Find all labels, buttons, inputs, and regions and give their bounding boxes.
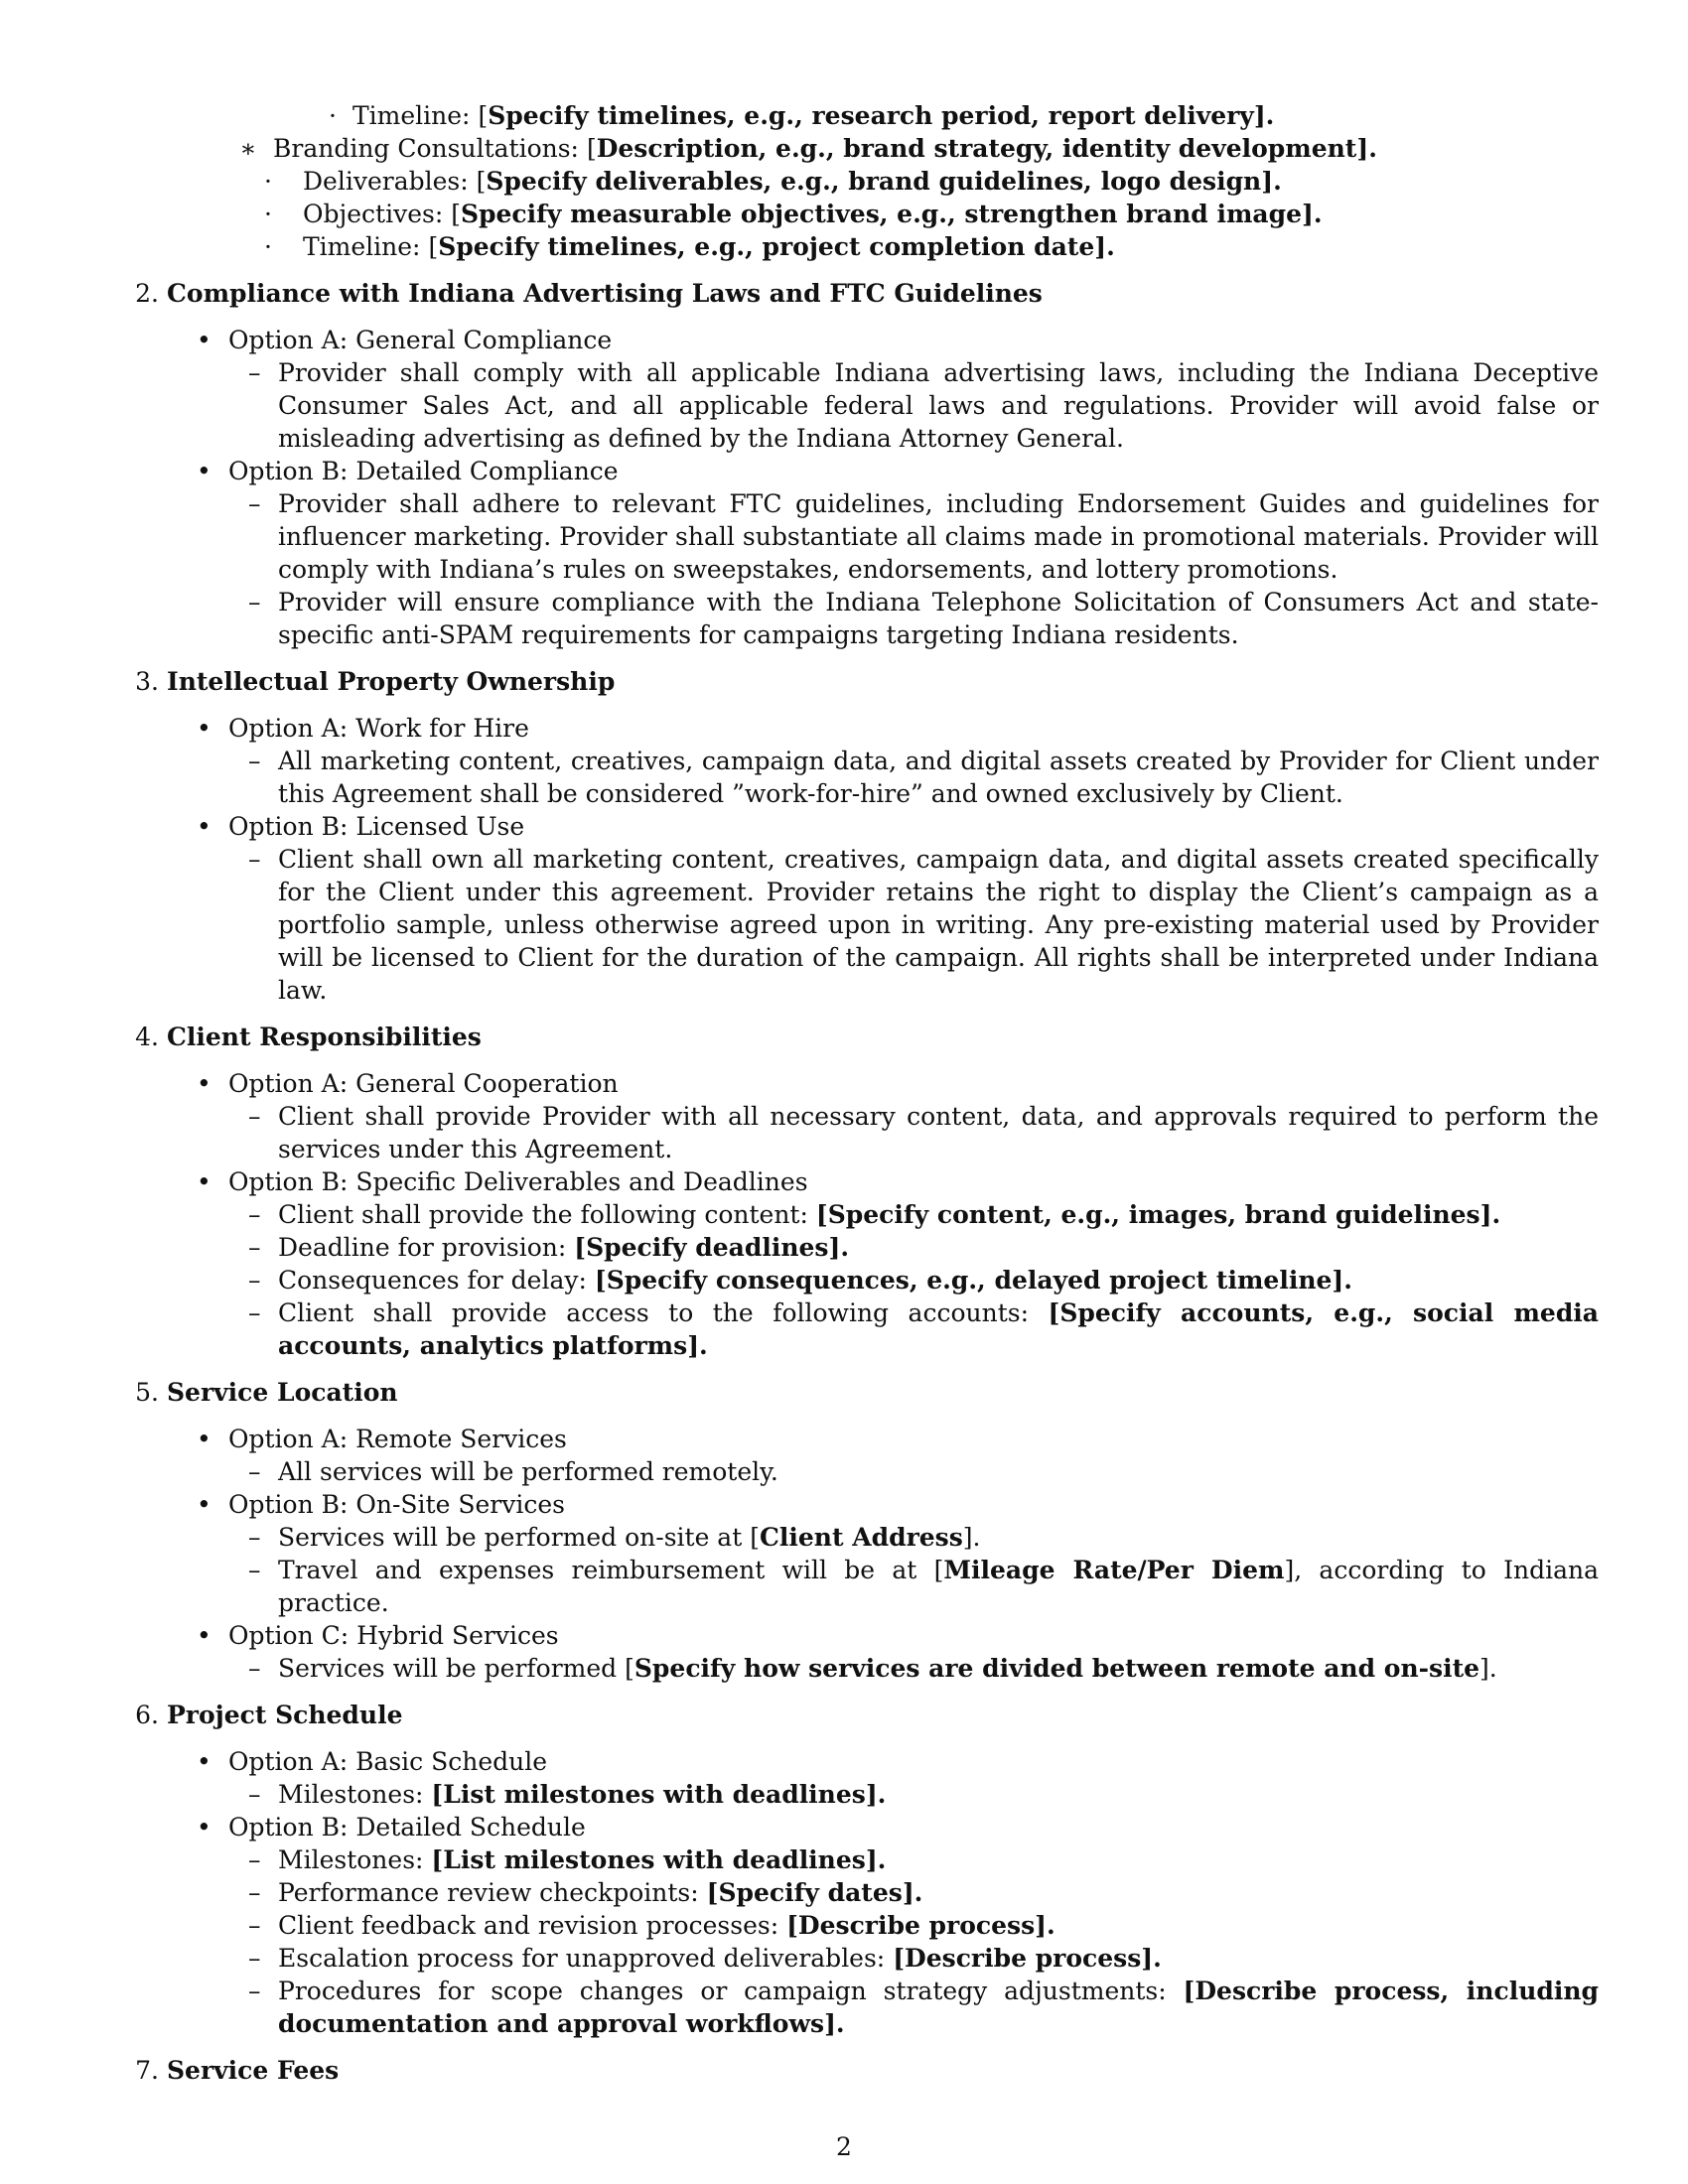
- option-item: [129, 455, 1599, 487]
- option-item: [129, 324, 1599, 356]
- clause-body: Client shall provide the following content:: [278, 1200, 816, 1229]
- option-label: Option A: Remote Services: [228, 1425, 567, 1453]
- bracket-close: ].: [1035, 1911, 1055, 1940]
- option-label: Option B: Detailed Compliance: [228, 457, 619, 485]
- placeholder-text: Specify accounts, e.g., social media accounts, analytics platforms: [278, 1298, 1599, 1360]
- section-title: Compliance with Indiana Advertising Laws and FTC Guidelines: [167, 279, 1043, 308]
- dash-marker: –: [248, 747, 261, 775]
- bracket-close: ].: [1261, 167, 1282, 196]
- option-label: Option A: Work for Hire: [228, 714, 529, 743]
- placeholder-text: Specify timelines, e.g., research period, report delivery: [488, 101, 1254, 130]
- dash-marker: –: [248, 1266, 261, 1295]
- bracket-open: [: [478, 101, 489, 130]
- dash-marker: –: [248, 1523, 261, 1552]
- option-label: Option A: Basic Schedule: [228, 1747, 548, 1776]
- placeholder-text: Describe process: [797, 1911, 1036, 1940]
- clause-body: Services will be performed on-site at: [278, 1523, 751, 1552]
- option-item: [129, 810, 1599, 843]
- clause-body: Milestones:: [278, 1845, 432, 1874]
- clause-body: Travel and expenses reimbursement will be at: [278, 1556, 934, 1584]
- option-label: Option C: Hybrid Services: [228, 1621, 559, 1650]
- section-heading: [129, 1021, 1599, 1053]
- section-title: Service Location: [167, 1378, 398, 1407]
- bracket-open: [: [1048, 1298, 1060, 1327]
- bracket-close: ].: [1094, 232, 1115, 261]
- clause-text: [129, 487, 1599, 586]
- placeholder-text: Specify content, e.g., images, brand guidelines: [827, 1200, 1480, 1229]
- dash-marker: –: [248, 588, 261, 616]
- bullet-marker: •: [197, 1747, 211, 1776]
- bracket-open: [: [893, 1944, 906, 1973]
- clause-text: [129, 745, 1599, 810]
- bullet-marker: •: [197, 457, 211, 485]
- placeholder-text: Specify how services are divided between remote and on-site: [633, 1654, 1480, 1683]
- dash-marker: –: [248, 358, 261, 387]
- bullet-marker: •: [197, 812, 211, 841]
- bracket-close: ].: [1253, 101, 1275, 130]
- list-item: [129, 198, 1599, 230]
- bracket-close: ].: [1141, 1944, 1162, 1973]
- dash-marker: –: [248, 1944, 261, 1973]
- section-heading: [129, 1699, 1599, 1731]
- bracket-open: [: [594, 1266, 607, 1295]
- bracket-open: [: [786, 1911, 798, 1940]
- clause-text: [129, 356, 1599, 455]
- dash-marker: –: [248, 1878, 261, 1907]
- clause-text: [129, 586, 1599, 651]
- document-body: [129, 99, 1599, 2087]
- dash-marker: –: [248, 1911, 261, 1940]
- placeholder-text: Describe process: [905, 1944, 1142, 1973]
- bracket-close: ].: [865, 1780, 887, 1809]
- clause-text: [129, 1231, 1599, 1264]
- clause-text: [129, 1100, 1599, 1165]
- placeholder-text: Describe process, including documentation and approval workflows: [278, 1977, 1600, 2038]
- bullet-marker: •: [197, 1069, 211, 1098]
- clause-text: [129, 1521, 1599, 1554]
- section-heading: [129, 665, 1599, 698]
- bullet-marker: ·: [264, 200, 272, 228]
- clause-body: Provider shall adhere to relevant FTC guidelines, including Endorsement Guides and guidelines for influencer marketing. Provider shall substantiate all claims made in promotional materials. Provider will comply with Indiana’s rules on sweepstakes, endorsements, and lottery promotions.: [278, 489, 1599, 584]
- clause-body: Provider will ensure compliance with the Indiana Telephone Solicitation of Consumers Act and state-specific anti-SPAM requirements for campaigns targeting Indiana residents.: [278, 588, 1599, 649]
- placeholder-text: List milestones with deadlines: [443, 1780, 866, 1809]
- option-item: [129, 1488, 1599, 1521]
- option-label: Option B: Licensed Use: [228, 812, 525, 841]
- clause-body: All marketing content, creatives, campaign data, and digital assets created by Provider for Client under this Agreement shall be considered ”work-for-hire” and owned exclusively by Client.: [278, 747, 1599, 808]
- clause-body: Escalation process for unapproved deliverables:: [278, 1944, 894, 1973]
- clause-body: Procedures for scope changes or campaign strategy adjustments:: [278, 1977, 1184, 2005]
- dash-marker: –: [248, 1457, 261, 1486]
- section-title: Client Responsibilities: [167, 1023, 482, 1051]
- list-item: [129, 132, 1599, 165]
- placeholder-text: Specify consequences, e.g., delayed project timeline: [606, 1266, 1333, 1295]
- clause-tail: ].: [1479, 1654, 1497, 1683]
- bracket-open: [: [451, 200, 461, 228]
- section-number: 3.: [135, 667, 159, 696]
- bracket-close: ].: [865, 1845, 887, 1874]
- clause-body: Client shall provide Provider with all necessary content, data, and approvals required to perform the services under this Agreement.: [278, 1102, 1599, 1163]
- clause-text: [129, 1652, 1599, 1685]
- clause-text: [129, 1554, 1599, 1619]
- clause-text: [129, 1778, 1599, 1811]
- dash-marker: –: [248, 489, 261, 518]
- option-item: [129, 1811, 1599, 1843]
- list-item: [129, 165, 1599, 198]
- clause-body: Client shall own all marketing content, creatives, campaign data, and digital assets created specifically for the Client under this agreement. Provider retains the right to display the Client’s campaign as a portfolio sample, unless otherwise agreed upon in writing. Any pre-existing material used by Provider will be licensed to Client for the duration of the campaign. All rights shall be interpreted under Indiana law.: [278, 845, 1599, 1005]
- bracket-open: [: [574, 1233, 587, 1262]
- clause-body: All services will be performed remotely.: [278, 1457, 778, 1486]
- section-number: 7.: [135, 2056, 159, 2085]
- clause-text: [129, 1942, 1599, 1975]
- option-label: Option A: General Cooperation: [228, 1069, 619, 1098]
- placeholder-text: Description, e.g., brand strategy, identity development: [596, 134, 1357, 163]
- dash-marker: –: [248, 1977, 261, 2005]
- bullet-marker: ·: [264, 232, 272, 261]
- dash-marker: –: [248, 845, 261, 874]
- bracket-open: [: [431, 1845, 444, 1874]
- clause-text: [129, 1975, 1599, 2040]
- clause-text: [129, 1455, 1599, 1488]
- bracket-open: [: [815, 1200, 828, 1229]
- bullet-marker: •: [197, 1813, 211, 1842]
- bracket-open: [: [750, 1523, 760, 1552]
- clause-body: Performance review checkpoints:: [278, 1878, 707, 1907]
- section-title: Project Schedule: [167, 1701, 403, 1729]
- dash-marker: –: [248, 1298, 261, 1327]
- dash-marker: –: [248, 1780, 261, 1809]
- clause-text: [129, 1264, 1599, 1297]
- list-item: [129, 230, 1599, 263]
- bracket-close: ].: [1332, 1266, 1352, 1295]
- clause-text: [129, 1876, 1599, 1909]
- placeholder-text: Specify deliverables, e.g., brand guidelines, logo design: [486, 167, 1262, 196]
- placeholder-text: Mileage Rate/Per Diem: [943, 1556, 1285, 1584]
- option-item: [129, 1619, 1599, 1652]
- section-heading: [129, 1376, 1599, 1409]
- clause-body: Consequences for delay:: [278, 1266, 595, 1295]
- bracket-open: [: [476, 167, 487, 196]
- clause-body: Client feedback and revision processes:: [278, 1911, 787, 1940]
- section-heading: [129, 2054, 1599, 2087]
- bracket-open: [: [706, 1878, 719, 1907]
- section-heading: [129, 277, 1599, 310]
- bullet-marker: •: [197, 1490, 211, 1519]
- option-label: Option B: Detailed Schedule: [228, 1813, 586, 1842]
- option-item: [129, 1423, 1599, 1455]
- bullet-marker: •: [197, 1621, 211, 1650]
- dash-marker: –: [248, 1102, 261, 1131]
- bracket-close: ].: [902, 1878, 923, 1907]
- option-item: [129, 1067, 1599, 1100]
- clause-body: Provider shall comply with all applicable Indiana advertising laws, including the Indiana Deceptive Consumer Sales Act, and all applicable federal laws and regulations. Provider will avoid false or misleading advertising as defined by the Indiana Attorney General.: [278, 358, 1599, 453]
- list-item: [129, 99, 1599, 132]
- placeholder-text: Specify deadlines: [586, 1233, 829, 1262]
- option-item: [129, 1745, 1599, 1778]
- clause-text: [129, 1909, 1599, 1942]
- section-number: 2.: [135, 279, 159, 308]
- clause-body: Milestones:: [278, 1780, 432, 1809]
- placeholder-text: List milestones with deadlines: [443, 1845, 866, 1874]
- dash-marker: –: [248, 1556, 261, 1584]
- placeholder-text: Client Address: [759, 1523, 963, 1552]
- item-label: Branding Consultations:: [273, 134, 587, 163]
- clause-tail: ], according to Indiana practice.: [278, 1556, 1599, 1617]
- clause-body: Services will be performed: [278, 1654, 626, 1683]
- option-label: Option A: General Compliance: [228, 326, 613, 354]
- section-title: Service Fees: [167, 2056, 340, 2085]
- clause-body: Deadline for provision:: [278, 1233, 575, 1262]
- bracket-open: [: [431, 1780, 444, 1809]
- bracket-close: ].: [1302, 200, 1323, 228]
- clause-text: [129, 843, 1599, 1007]
- option-label: Option B: Specific Deliverables and Deadlines: [228, 1167, 808, 1196]
- dash-marker: –: [248, 1654, 261, 1683]
- section-number: 6.: [135, 1701, 159, 1729]
- option-item: [129, 1165, 1599, 1198]
- placeholder-text: Specify dates: [718, 1878, 903, 1907]
- bracket-open: [: [933, 1556, 944, 1584]
- option-label: Option B: On-Site Services: [228, 1490, 565, 1519]
- dash-marker: –: [248, 1233, 261, 1262]
- bracket-open: [: [428, 232, 439, 261]
- item-label: Timeline:: [303, 232, 429, 261]
- section-number: 4.: [135, 1023, 159, 1051]
- bracket-close: ].: [1479, 1200, 1501, 1229]
- bracket-open: [: [1183, 1977, 1196, 2005]
- clause-text: [129, 1297, 1599, 1362]
- bullet-marker: ·: [264, 167, 272, 196]
- bullet-marker: •: [197, 1425, 211, 1453]
- option-item: [129, 712, 1599, 745]
- section-title: Intellectual Property Ownership: [167, 667, 616, 696]
- bullet-marker: ∗: [239, 134, 257, 163]
- bullet-marker: ·: [329, 101, 337, 130]
- clause-text: [129, 1843, 1599, 1876]
- page-number: 2: [836, 2132, 852, 2161]
- bracket-open: [: [586, 134, 597, 163]
- bullet-marker: •: [197, 1167, 211, 1196]
- bracket-close: ].: [687, 1331, 708, 1360]
- clause-body: Client shall provide access to the following accounts:: [278, 1298, 1049, 1327]
- placeholder-text: Specify timelines, e.g., project completion date: [438, 232, 1095, 261]
- bullet-marker: •: [197, 714, 211, 743]
- item-label: Deliverables:: [303, 167, 477, 196]
- bracket-close: ].: [828, 1233, 850, 1262]
- bracket-open: [: [625, 1654, 634, 1683]
- clause-tail: ].: [962, 1523, 981, 1552]
- bracket-close: ].: [1356, 134, 1377, 163]
- item-label: Objectives:: [303, 200, 452, 228]
- clause-text: [129, 1198, 1599, 1231]
- section-number: 5.: [135, 1378, 159, 1407]
- dash-marker: –: [248, 1845, 261, 1874]
- dash-marker: –: [248, 1200, 261, 1229]
- bracket-close: ].: [824, 2009, 845, 2038]
- bullet-marker: •: [197, 326, 211, 354]
- item-label: Timeline:: [352, 101, 479, 130]
- placeholder-text: Specify measurable objectives, e.g., strengthen brand image: [460, 200, 1302, 228]
